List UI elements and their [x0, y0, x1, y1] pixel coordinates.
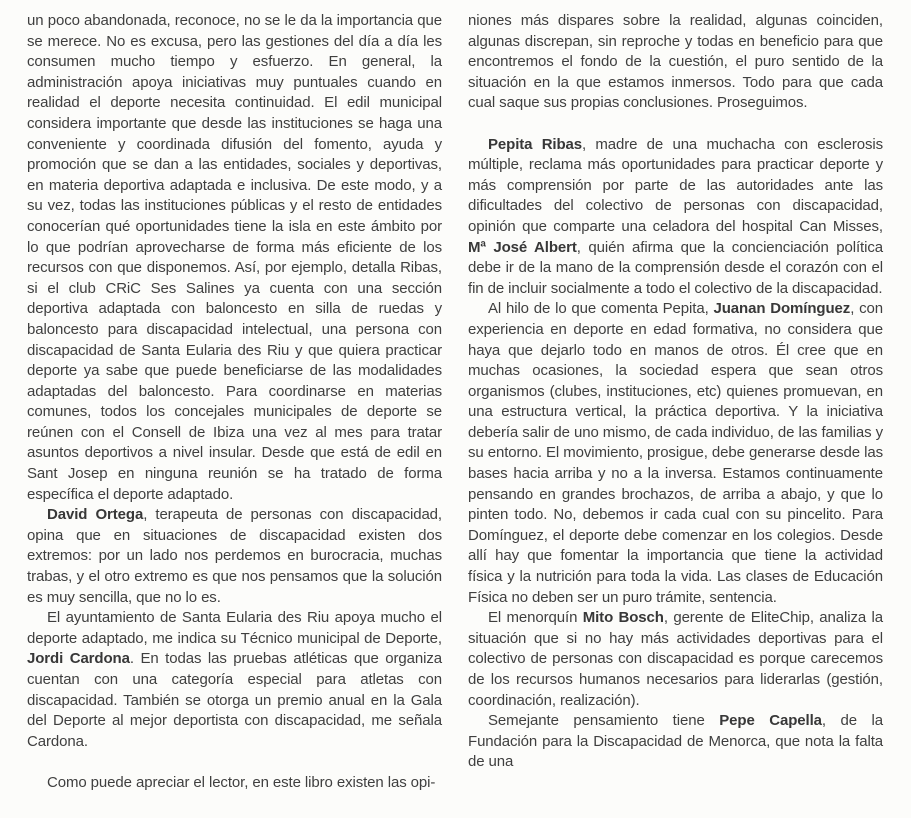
- body-text: , madre de una muchacha con esclerosis múltiple, reclama más oportunidades para practicar deporte y más comprensión por parte de las autoridades ante las dificultades del colectivo de personas con discapacidad, opinión que comparte una celadora del hospital Can Misses,: [468, 135, 883, 235]
- paragraph: [27, 11, 442, 505]
- body-text: Semejante pensamiento tiene: [488, 712, 720, 730]
- body-text: un poco abandonada, reconoce, no se le da la importancia que se merece. No es excusa, pero las gestiones del día a día les consumen mucho tiempo y esfuerzo. En general, la administración apoya iniciativas muy puntuales cuando en realidad el deporte necesita continuidad. El edil municipal considera importante que desde las instituciones se haga una conveniente y coordinada difusión del fomento, ayuda y promoción que se dan a las entidades, sociales y deportivas, en materia deportiva adaptada e inclusiva. De este modo, y a su vez, todas las instituciones públicas y el resto de entidades conocerían qué oportunidades tiene la isla en este ámbito por lo que podrían aprovecharse de forma más eficiente de los recursos con que disponemos. Así, por ejemplo, detalla Ribas, si el club CRiC Ses Salines ya cuenta con una sección deportiva adaptada con baloncesto en silla de ruedas y baloncesto para discapacidad intelectual, una persona con discapacidad de Santa Eularia des Riu y que quiera practicar deporte ya sabe que puede beneficiarse de las modalidades adaptadas del baloncesto. Para coordinarse en materias comunes, todos los concejales municipales de deporte se reúnen con el Consell de Ibiza una vez al mes para tratar asuntos deportivos a nivel insular. Desde que está de edil en Sant Josep en ninguna reunión se ha tratado de forma específica el deporte adaptado.: [27, 12, 442, 503]
- paragraph: [468, 608, 883, 711]
- paragraph: [27, 773, 442, 794]
- person-name: Mª José Albert: [468, 238, 577, 256]
- left-column: [27, 11, 442, 810]
- body-text: El ayuntamiento de Santa Eularia des Riu apoya mucho el deporte adaptado, me indica su Técnico municipal de Deporte,: [27, 609, 442, 647]
- person-name: Pepita Ribas: [488, 135, 583, 153]
- body-text: , gerente de EliteChip, analiza la situación que si no hay más actividades deportivas para el colectivo de personas con discapacidad es porque carecemos de los recursos humanos necesarios para liderarlas (gestión, coordinación, realización).: [468, 609, 883, 709]
- paragraph: [468, 711, 883, 773]
- body-text: niones más dispares sobre la realidad, algunas coinciden, algunas discrepan, sin reproche y todas en beneficio para que encontremos el fondo de la cuestión, el puro sentido de la situación en la que estamos inmersos. Todo para que cada cual saque sus propias conclusiones. Proseguimos.: [468, 12, 883, 112]
- paragraph: [27, 505, 442, 608]
- body-text: Como puede apreciar el lector, en este libro existen las opi-: [47, 773, 436, 791]
- paragraph: [27, 608, 442, 752]
- body-text: El menorquín: [488, 609, 583, 627]
- person-name: David Ortega: [47, 506, 144, 524]
- person-name: Mito Bosch: [582, 609, 664, 627]
- body-text: , con experiencia en deporte en edad formativa, no considera que haya que dejarlo todo en manos de otros. Él cree que en muchas ocasiones, la sociedad espera que sean otros organismos (clubes, instituciones, etc) quienes promuevan, en una estructura vertical, la práctica deportiva. Y la iniciativa debería salir de uno mismo, de cada individuo, de las familias y su entorno. El movimiento, prosigue, debe generarse desde las bases hacia arriba y no a la inversa. Estamos continuamente pensando en grandes brochazos, de arriba a abajo, y que lo pinten todo. No, debemos ir cada cual con su pincelito. Para Domínguez, el deporte debe comenzar en los colegios. Desde allí hay que fomentar la importancia que tiene la actividad física y la nutrición para toda la vida. Las clases de Educación Física no deben ser un puro trámite, sentencia.: [468, 300, 883, 606]
- person-name: Pepe Capella: [719, 712, 822, 730]
- body-text: , de la Fundación para la Discapacidad de Menorca, que nota la falta de una: [468, 712, 883, 771]
- paragraph: [468, 299, 883, 608]
- right-column: [468, 11, 883, 810]
- person-name: Jordi Cardona: [27, 650, 130, 668]
- paragraph: [468, 135, 883, 300]
- body-text: . En todas las pruebas atléticas que organiza cuentan con una categoría especial para atletas con discapacidad. También se otorga un premio anual en la Gala del Deporte al mejor deportista con discapacidad, me señala Cardona.: [27, 650, 442, 750]
- paragraph: [468, 11, 883, 114]
- body-text: , terapeuta de personas con discapacidad, opina que en situaciones de discapacidad existen dos extremos: por un lado nos perdemos en burocracia, muchas trabas, y el otro extremo es que nos pensamos que la solución es muy sencilla, que no lo es.: [27, 506, 442, 606]
- body-text: , quién afirma que la concienciación política debe ir de la mano de la comprensión desde el corazón con el fin de incluir socialmente a todo el colectivo de la discapacidad.: [468, 238, 883, 297]
- person-name: Juanan Domínguez: [713, 300, 851, 318]
- body-text: Al hilo de lo que comenta Pepita,: [488, 300, 714, 318]
